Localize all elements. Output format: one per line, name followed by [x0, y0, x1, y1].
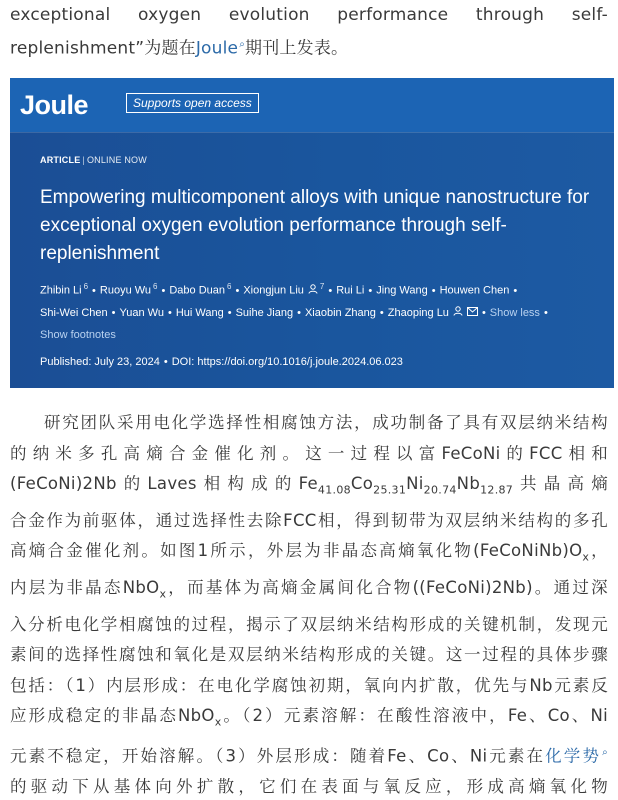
- person-icon: [453, 302, 463, 324]
- person-icon: [308, 280, 318, 302]
- article-title: [40, 184, 605, 268]
- article-type: ARTICLE: [40, 155, 81, 165]
- intro-word: performance: [337, 5, 449, 25]
- body-line: 应形成稳定的非晶态NbO$_x$。（2）元素溶解：在酸性溶液中，Fe、Co、Ni: [10, 706, 608, 729]
- affiliation-sup: 6: [227, 282, 232, 291]
- author-name: Hui Wang: [175, 306, 224, 319]
- author-name: Zhibin Li: [40, 284, 82, 297]
- author-list: [40, 276, 605, 346]
- body-line: 合金作为前驱体，通过选择性去除FCC相，得到韧带为双层纳米结构的多孔: [10, 510, 608, 530]
- title-line: Empowering multicomponent alloys with unique nanostructure for: [40, 187, 590, 208]
- body-line: 的驱动下从基体向外扩散，它们在表面与氧反应，形成高熵氧化物: [10, 777, 608, 797]
- search-icon[interactable]: ⌕: [602, 747, 608, 759]
- body-line: 元素不稳定，开始溶解。（3）外层形成：随着Fe、Co、Ni元素在化学势⌕: [10, 746, 608, 766]
- author-name: Ruoyu Wu: [99, 284, 152, 297]
- intro-line-2: [10, 30, 608, 64]
- author-name: Xiongjun Liu: [243, 284, 304, 297]
- body-line: (FeCoNi)2Nb的Laves相构成的$Fe_{41.08}Co_{25.31}Ni_{20.74}Nb_{12.87}$共晶高熵: [10, 474, 608, 497]
- published-date: Published: July 23, 2024: [40, 356, 160, 368]
- body-line: 内层为非晶态NbO$_x$，而基体为高熵金属间化合物((FeCoNi)2Nb)。通过深: [10, 578, 608, 601]
- banner-divider: [10, 132, 614, 133]
- author-line: Zhibin Li $^6$ • Ruoyu Wu $^6$ • Dabo Duan $^6$ • Xiongjun Liu $^7$ • Rui Li • Jing Wang • Houwen Chen •: [40, 276, 605, 302]
- author-name: Suihe Jiang: [235, 306, 294, 319]
- doi-label: DOI:: [171, 356, 195, 368]
- intro-word: evolution: [228, 5, 310, 25]
- author-name: Jing Wang: [376, 284, 428, 297]
- author-name: Houwen Chen: [439, 284, 510, 297]
- author-name: Xiaobin Zhang: [304, 306, 376, 319]
- affiliation-sup: 6: [153, 282, 158, 291]
- intro-text: 期刊上发表。: [245, 38, 349, 59]
- intro-text: replenishment”为题在: [10, 38, 196, 59]
- doi-link: https://doi.org/10.1016/j.joule.2024.06.023: [197, 356, 403, 368]
- title-line: replenishment: [40, 243, 160, 264]
- author-name: Shi-Wei Chen: [40, 306, 108, 319]
- open-access-badge: Supports open access: [126, 93, 259, 113]
- journal-banner: [10, 78, 614, 132]
- online-status: ONLINE NOW: [86, 155, 147, 165]
- body-line: 入分析电化学相腐蚀的过程，揭示了双层纳米结构形成的关键机制，发现元: [10, 614, 608, 634]
- author-name: Yuan Wu: [119, 306, 164, 319]
- article-type-line: ARTICLE | ONLINE NOW: [40, 155, 147, 165]
- search-icon[interactable]: ⌕: [239, 39, 246, 50]
- body-paragraph: [10, 408, 608, 800]
- body-line: 高熵合金催化剂。如图1所示，外层为非晶态高熵氧化物$(FeCoNiNb)O_x$，: [10, 541, 608, 564]
- body-line: 的纳米多孔高熵合金催化剂。这一过程以富FeCoNi的FCC相和: [10, 443, 608, 463]
- chemical-potential-link[interactable]: 化学势: [545, 746, 602, 766]
- body-line: 研究团队采用电化学选择性相腐蚀方法，成功制备了具有双层纳米结构: [44, 413, 608, 432]
- author-name: Rui Li: [336, 284, 365, 297]
- intro-word: exceptional: [10, 5, 111, 25]
- show-less-link: Show less: [489, 306, 540, 319]
- body-line: 素间的选择性腐蚀和氧化是双层纳米结构形成的关键。这一过程的具体步骤: [10, 645, 608, 665]
- publication-info: Published: July 23, 2024 • DOI: https://doi.org/10.1016/j.joule.2024.06.023: [40, 356, 403, 368]
- journal-link[interactable]: Joule: [195, 38, 239, 59]
- author-line: Shi-Wei Chen • Yuan Wu • Hui Wang • Suihe Jiang • Xiaobin Zhang • Zhaoping Lu • Show less •: [40, 302, 605, 324]
- show-footnotes-link: Show footnotes: [40, 328, 116, 341]
- title-line: exceptional oxygen evolution performance through self-: [40, 215, 507, 236]
- affiliation-sup: 6: [83, 282, 89, 291]
- mail-icon: [467, 302, 478, 324]
- intro-word: self-: [571, 5, 608, 25]
- article-header-image: [10, 78, 614, 388]
- affiliation-sup: 7: [319, 282, 325, 291]
- intro-paragraph: [10, 0, 608, 64]
- joule-logo: Joule: [20, 90, 89, 120]
- intro-word: oxygen: [138, 5, 202, 25]
- body-line: 包括：（1）内层形成：在电化学腐蚀初期，氧向内扩散，优先与Nb元素反: [10, 675, 608, 695]
- intro-line-1: [10, 0, 608, 30]
- author-name: Zhaoping Lu: [387, 306, 449, 319]
- intro-word: through: [475, 5, 545, 25]
- author-name: Dabo Duan: [169, 284, 226, 297]
